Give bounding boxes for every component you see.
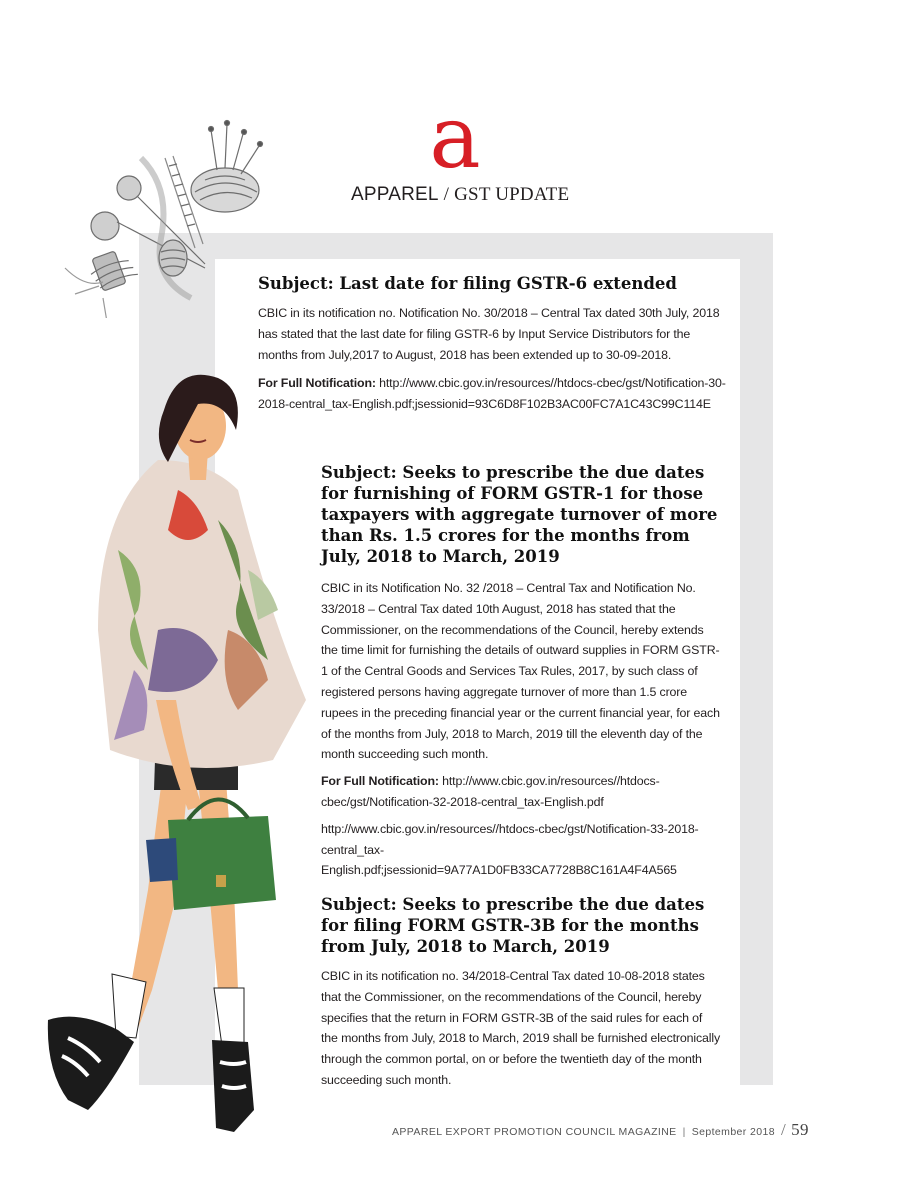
footer-slash: / — [780, 1120, 787, 1139]
article-gstr6 — [258, 273, 728, 415]
magazine-name: APPAREL EXPORT PROMOTION COUNCIL MAGAZINE — [392, 1126, 677, 1138]
full-notification-label: For Full Notification: — [258, 376, 376, 391]
footer-divider: | — [682, 1126, 686, 1138]
issue-date: September 2018 — [691, 1126, 775, 1138]
article-gstr1 — [321, 462, 721, 881]
notification-link[interactable]: http://www.cbic.gov.in/resources//htdocs-cbec/gst/Notification-32-2018-central_tax-English.pdf — [321, 774, 660, 809]
notification-link[interactable]: http://www.cbic.gov.in/resources//htdocs-cbec/gst/Notification-30-2018-central_tax-English.pdf;jsessionid=93C6D8F102B3AC00FC7A1C43C99C114E — [258, 376, 726, 412]
article-body: CBIC in its Notification No. 32 /2018 – Central Tax and Notification No. 33/2018 – Central Tax dated 10th August, 2018 has stated that the Commissioner, on the recommendations of the Council, hereby extends the time limit for furnishing the details of outward supplies in FORM GSTR-1 of the Central Goods and Services Tax Rules, 2017, by such class of registered persons having aggregate turnover of more than 1.5 crore rupees in the preceding financial year or the current financial year, for each of the months from July, 2018 to March, 2019 till the eleventh day of the month succeeding such month. — [321, 581, 720, 762]
fashion-model-illustration — [38, 370, 328, 1140]
section-secondary: GST UPDATE — [454, 184, 570, 205]
section-primary: APPAREL — [351, 184, 439, 205]
notification-link-secondary[interactable]: http://www.cbic.gov.in/resources//htdocs-cbec/gst/Notification-33-2018-central_tax-English.pdf;jsessionid=9A77A1D0FB33CA7728B8C161A4F4A565 — [321, 821, 699, 878]
article-body: CBIC in its notification no. 34/2018-Central Tax dated 10-08-2018 states that the Commissioner, on the recommendations of the Council, hereby specifies that the return in FORM GSTR-3B of the said rules for each of the months from July, 2018 to March, 2019 shall be furnished electronically through the common portal, on or before the twentieth day of the month succeeding such month. — [321, 969, 721, 1087]
full-notification — [258, 373, 728, 415]
article-body: CBIC in its notification no. Notification No. 30/2018 – Central Tax dated 30th July, 2018 has stated that the last date for filing GSTR-6 by Input Service Distributors for the months from July,2017 to August, 2018 has been extended up to 30-09-2018. — [258, 306, 720, 362]
article-title: Subject: Seeks to prescribe the due dates for filing FORM GSTR-3B for the months from July, 2018 to March, 2019 — [321, 895, 705, 956]
article-title: Subject: Seeks to prescribe the due dates for furnishing of FORM GSTR-1 for those taxpayers with aggregate turnover of more than Rs. 1.5 crores for the months from July, 2018 to March, 2019 — [321, 463, 718, 566]
page-number: 59 — [791, 1120, 809, 1139]
article-title: Subject: Last date for filing GSTR-6 extended — [258, 274, 677, 293]
letter-a-logo: a — [429, 88, 481, 188]
section-heading — [351, 184, 569, 206]
full-notification — [321, 771, 721, 813]
sewing-tools-illustration — [45, 118, 275, 318]
section-separator: / — [443, 184, 450, 205]
article-gstr3b — [321, 894, 721, 1091]
full-notification-label: For Full Notification: — [321, 774, 439, 789]
page-footer — [392, 1120, 809, 1140]
